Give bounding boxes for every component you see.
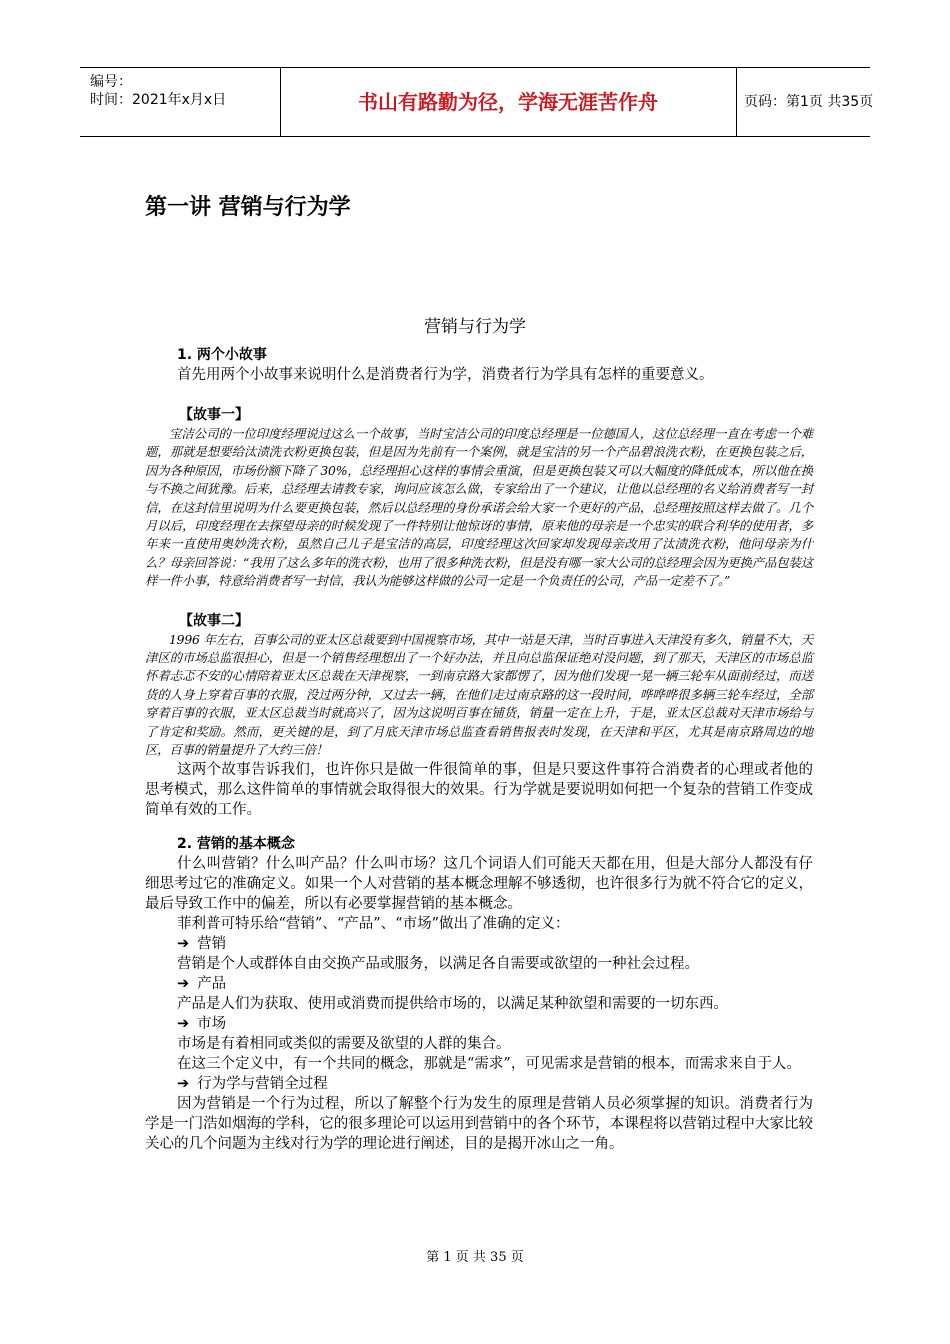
bullet-label: 产品 [197,975,227,992]
story1-heading: 【故事一】 [179,407,249,423]
header-table [80,67,874,137]
section1-heading: 1. 两个小故事 [177,347,267,363]
section2-paragraph-1: 什么叫营销？什么叫产品？什么叫市场？这几个词语人们可能天天都在用，但是大部分人都没有仔细思考过它的准确定义。如果一个人对营销的基本概念理解不够透彻，也许很多行为就不符合它的定义，最后导致工作中的偏差，所以有必要掌握营销的基本概念。 [145,855,813,912]
section1-conclusion: 这两个故事告诉我们，也许你只是做一件很简单的事，但是只要这件事符合消费者的心理或者他的思考模式，那么这件简单的事情就会取得很大的效果。行为学就是要说明如何把一个复杂的营销工作变成简单有效的工作。 [145,761,813,818]
page-footer: 第 1 页 共 35 页 [426,1250,524,1265]
arrow-icon: ➔ [177,1075,190,1092]
section1-intro: 首先用两个小故事来说明什么是消费者行为学，消费者行为学具有怎样的重要意义。 [177,367,714,383]
arrow-icon: ➔ [177,975,190,992]
definition-product: 产品是人们为获取、使用或消费而提供给市场的，以满足某种欲望和需要的一切东西。 [177,995,728,1012]
arrow-icon: ➔ [177,1015,190,1032]
definition-market: 市场是有着相同或类似的需要及欲望的人群的集合。 [177,1035,511,1052]
lecture-title: 第一讲 营销与行为学 [145,195,351,220]
story1-text: 宝洁公司的一位印度经理说过这么一个故事，当时宝洁公司的印度总经理是一位德国人，这位总经理一直在考虑一个难题，那就是想要给汰渍洗衣粉更换包装，但是因为先前有一个案例，就是宝洁的另一个产品碧浪洗衣粉，在更换包装之后，因为各种原因，市场份额下降了 30%，总经理担心这样的事情会重演，但是更换包装又可以大幅度的降低成本，所以他在换与不换之间犹豫。后来，总经理去请教专家，询问应该怎么做，专家给出了一个建议，让他以总经理的名义给消费者写一封信，在这封信里说明为什么要更换包装，然后以总经理的身份承诺会给大家一个更好的产品，总经理按照这样去做了。几个月以后，印度经理在去探望母亲的时候发现了一件特别让他惊讶的事情，原来他的母亲是一个忠实的联合利华的使用者，多年来一直使用奥妙洗衣粉，虽然自己儿子是宝洁的高层，印度经理这次回家却发现母亲改用了汰渍洗衣粉，他问母亲为什么？母亲回答说：“我用了这么多年的洗衣粉，也用了很多种洗衣粉，但是没有哪一家大公司的总经理会因为更换产品包装这样一件小事，特意给消费者写一封信，我认为能够这样做的公司一定是一个负责任的公司，产品一定差不了。” [145,426,813,589]
arrow-icon: ➔ [177,935,190,952]
header-page-info: 页码：第1页 共35页 [744,94,874,110]
definition-marketing: 营销是个人或群体自由交换产品或服务，以满足各自需要或欲望的一种社会过程。 [177,955,699,972]
section2-paragraph-2: 菲利普可特乐给“营销”、“产品”、“市场”做出了准确的定义： [177,915,570,932]
document-number-label: 编号： [90,74,132,90]
bullet-behavior-process [177,1074,813,1094]
bullet-market [177,1014,813,1034]
bullet-label: 行为学与营销全过程 [197,1075,328,1092]
bullet-product [177,974,813,994]
story2-heading: 【故事二】 [179,612,249,629]
section2-heading: 2. 营销的基本概念 [177,835,295,852]
header-page-cell [736,68,874,136]
story2-text: 1996 年左右，百事公司的亚太区总裁要到中国视察市场，其中一站是天津，当时百事进入天津没有多久，销量不大，天津区的市场总监很担心，但是一个销售经理想出了一个好办法，并且向总监保证绝对没问题，到了那天，天津区的市场总监怀着忐忑不安的心情陪着亚太区总裁在天津视察，一到南京路大家都愣了，因为他们发现一晃一辆三轮车从面前经过，而送货的人身上穿着百事的衣服，没过两分钟，又过去一辆，在他们走过南京路的这一段时间，哗哗哗很多辆三轮车经过，全部穿着百事的衣服，亚太区总裁当时就高兴了，因为这说明百事在铺货，销量一定在上升，于是，亚太区总裁对天津市场给与了肯定和奖励。然而，更关键的是，到了月底天津市场总监查看销售报表时发现，在天津和平区，尤其是南京路周边的地区，百事的销量提升了大约三倍！ [145,631,814,758]
section2-paragraph-3: 在这三个定义中，有一个共同的概念，那就是“需求”，可见需求是营销的根本，而需求来自于人。 [177,1055,801,1072]
document-time-label: 时间：2021年x月x日 [90,92,227,108]
bullet-marketing [177,934,813,954]
lecture-subtitle: 营销与行为学 [424,317,526,337]
header-meta-cell [80,68,281,136]
section2-paragraph-4: 因为营销是一个行为过程，所以了解整个行为发生的原理是营销人员必须掌握的知识。消费者行为学是一门浩如烟海的学科，它的很多理论可以运用到营销中的各个环节，本课程将以营销过程中大家比较关心的几个问题为主线对行为学的理论进行阐述，目的是揭开冰山之一角。 [145,1095,813,1152]
bullet-label: 市场 [197,1015,227,1032]
bullet-label: 营销 [197,935,227,952]
header-slogan-cell [280,68,737,136]
main-content [145,345,813,1154]
header-slogan: 书山有路勤为径，学海无涯苦作舟 [358,90,658,114]
